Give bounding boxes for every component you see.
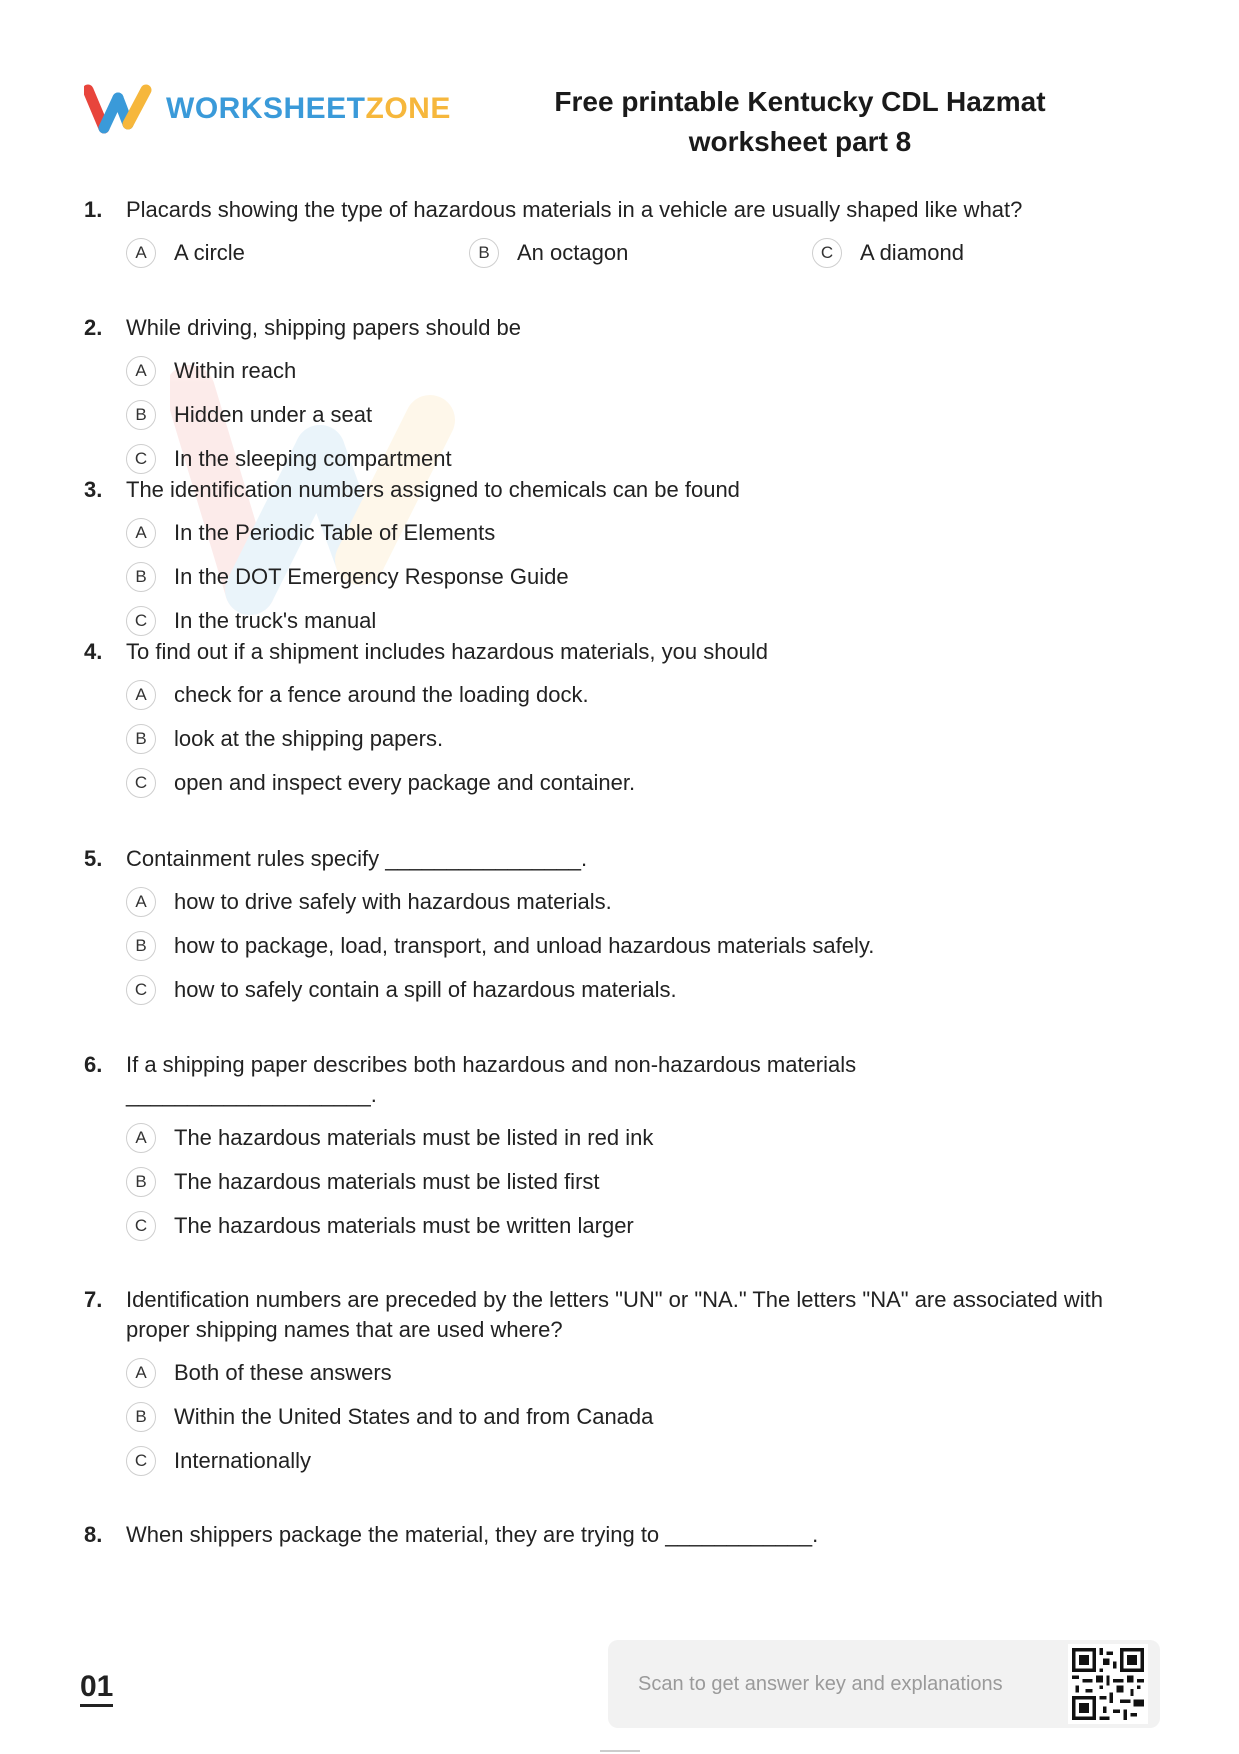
option-b[interactable] [126,555,689,599]
question-text: Identification numbers are preceded by the letters "UN" or "NA." The letters "NA" are associated with proper shipping names that are used where? [126,1287,1104,1342]
question-1 [84,195,1164,275]
title-line-1: Free printable Kentucky CDL Hazmat [554,86,1046,117]
option-letter: A [126,518,156,548]
option-text: Internationally [174,1448,311,1473]
option-a[interactable] [126,1116,1164,1160]
option-letter: C [126,1211,156,1241]
logo-text [166,92,451,126]
option-letter: A [126,1358,156,1388]
option-b[interactable] [126,924,1164,968]
option-letter: B [126,1167,156,1197]
question-7 [84,1285,1164,1483]
option-letter: B [126,562,156,592]
question-number: 7. [84,1287,103,1312]
option-text: Both of these answers [174,1360,392,1385]
bottom-divider [600,1750,640,1752]
question-number: 3. [84,477,103,502]
option-text: look at the shipping papers. [174,726,444,751]
option-a[interactable] [126,511,689,555]
option-letter: A [126,887,156,917]
option-text: Hidden under a seat [174,402,373,427]
question-text: To find out if a shipment includes hazardous materials, you should [126,639,769,664]
option-b[interactable] [469,231,812,275]
option-text: In the DOT Emergency Response Guide [174,564,569,589]
option-letter: A [126,1123,156,1153]
option-text: check for a fence around the loading dock. [174,682,589,707]
option-b[interactable] [126,717,1164,761]
option-letter: B [126,400,156,430]
page-title [520,82,1080,162]
question-number: 5. [84,846,103,871]
option-text: A diamond [860,240,964,265]
question-number: 8. [84,1522,103,1547]
answer-key-banner[interactable] [608,1640,1160,1728]
question-number: 4. [84,639,103,664]
logo-mark-icon [84,84,154,134]
option-a[interactable] [126,1351,1164,1395]
option-letter: B [126,724,156,754]
question-8 [84,1520,1164,1550]
option-letter: C [126,1446,156,1476]
question-5 [84,844,1164,1012]
option-a[interactable] [126,673,1164,717]
option-letter: A [126,680,156,710]
option-text: how to drive safely with hazardous materials. [174,889,612,914]
question-text: Containment rules specify ________________. [126,846,588,871]
worksheetzone-logo [84,84,451,134]
option-text: Within reach [174,358,297,383]
option-b[interactable] [126,393,689,437]
option-text: how to package, load, transport, and unload hazardous materials safely. [174,933,875,958]
option-text: open and inspect every package and container. [174,770,636,795]
question-text: While driving, shipping papers should be [126,315,522,340]
question-2 [84,313,1164,481]
option-c[interactable] [126,761,1164,805]
question-number: 2. [84,315,103,340]
option-a[interactable] [126,349,689,393]
question-4 [84,637,1164,805]
option-text: In the Periodic Table of Elements [174,520,496,545]
scan-text: Scan to get answer key and explanations [638,1672,1003,1695]
title-line-2: worksheet part 8 [688,126,912,157]
question-3 [84,475,1164,643]
option-letter: C [126,606,156,636]
question-number: 1. [84,197,103,222]
question-text: If a shipping paper describes both hazardous and non-hazardous materials ____________________. [126,1052,857,1107]
option-text: how to safely contain a spill of hazardous materials. [174,977,677,1002]
option-c[interactable] [126,1439,1164,1483]
option-letter: C [126,975,156,1005]
option-c[interactable] [126,968,1164,1012]
option-c[interactable] [812,231,1155,275]
option-letter: A [126,356,156,386]
qr-code-icon[interactable] [1068,1644,1148,1724]
logo-text-zone: ZONE [365,92,451,125]
option-b[interactable] [126,1395,1164,1439]
option-text: The hazardous materials must be listed first [174,1169,600,1194]
option-a[interactable] [126,231,469,275]
option-text: In the truck's manual [174,608,377,633]
option-letter: B [126,1402,156,1432]
option-b[interactable] [126,1160,1164,1204]
option-letter: C [812,238,842,268]
question-text: The identification numbers assigned to chemicals can be found [126,477,740,502]
question-6 [84,1050,1164,1248]
option-letter: A [126,238,156,268]
option-text: An octagon [517,240,629,265]
question-number: 6. [84,1052,103,1077]
option-c[interactable] [126,1204,1164,1248]
question-text: Placards showing the type of hazardous materials in a vehicle are usually shaped like what? [126,197,1023,222]
option-letter: B [469,238,499,268]
option-text: The hazardous materials must be listed in red ink [174,1125,654,1150]
option-letter: C [126,768,156,798]
option-letter: B [126,931,156,961]
page-number: 01 [80,1670,113,1707]
option-text: A circle [174,240,245,265]
option-text: The hazardous materials must be written larger [174,1213,634,1238]
question-text: When shippers package the material, they are trying to ____________. [126,1522,819,1547]
option-text: Within the United States and to and from Canada [174,1404,654,1429]
logo-text-worksheet: WORKSHEET [166,92,366,125]
option-a[interactable] [126,880,1164,924]
option-text: In the sleeping compartment [174,446,452,471]
option-letter: C [126,444,156,474]
